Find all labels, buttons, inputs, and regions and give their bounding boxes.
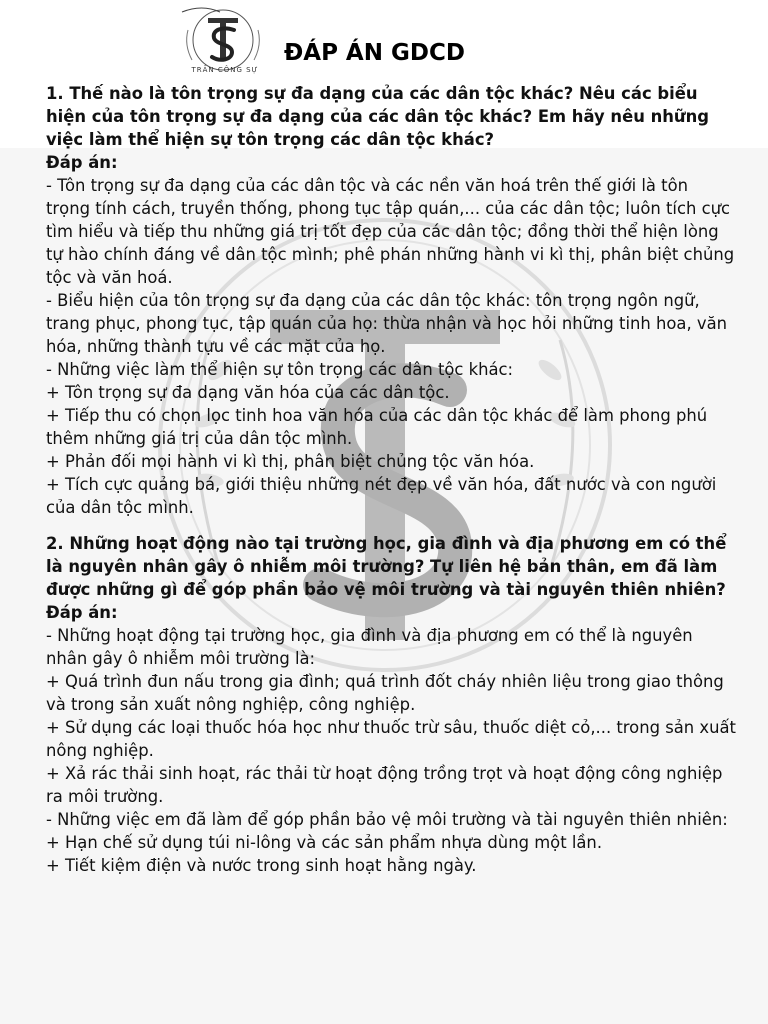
answer-1-line: + Phản đối mọi hành vi kì thị, phân biệt chủng tộc văn hóa. bbox=[46, 452, 535, 471]
answer-1-line: + Tiếp thu có chọn lọc tinh hoa văn hóa của các dân tộc khác để làm phong phú thêm những giá trị của dân tộc mình. bbox=[46, 406, 708, 448]
answer-2-line: + Sử dụng các loại thuốc hóa học như thuốc trừ sâu, thuốc diệt cỏ,... trong sản xuất nông nghiệp. bbox=[46, 718, 736, 760]
question-section-2 bbox=[46, 532, 736, 877]
answer-label-2: Đáp án: bbox=[46, 603, 118, 622]
answer-2-line: - Những việc em đã làm để góp phần bảo vệ môi trường và tài nguyên thiên nhiên: bbox=[46, 810, 728, 829]
answer-1-line: - Những việc làm thể hiện sự tôn trọng các dân tộc khác: bbox=[46, 360, 514, 379]
answer-label-1: Đáp án: bbox=[46, 153, 118, 172]
answer-2-line: - Những hoạt động tại trường học, gia đình và địa phương em có thể là nguyên nhân gây ô nhiễm môi trường là: bbox=[46, 626, 693, 668]
answer-2-line: + Quá trình đun nấu trong gia đình; quá trình đốt cháy nhiên liệu trong giao thông và trong sản xuất nông nghiệp, công nghiệp. bbox=[46, 672, 724, 714]
question-section-1 bbox=[46, 82, 736, 519]
answer-1-line: - Tôn trọng sự đa dạng của các dân tộc và các nền văn hoá trên thế giới là tôn trọng tính cách, truyền thống, phong tục tập quán,... của các dân tộc; luôn tích cực tìm hiểu và tiếp thu những giá trị tốt đẹp của các dân tộc; đồng thời thể hiện lòng tự hào chính đáng về dân tộc mình; phê phán những hành vi kì thị, phân biệt chủng tộc và văn hoá. bbox=[46, 176, 735, 287]
document-title: ĐÁP ÁN GDCD bbox=[284, 40, 465, 66]
answer-2-line: + Hạn chế sử dụng túi ni-lông và các sản phẩm nhựa dùng một lần. bbox=[46, 833, 603, 852]
answer-1-line: + Tôn trọng sự đa dạng văn hóa của các dân tộc. bbox=[46, 383, 450, 402]
answer-2-line: + Tiết kiệm điện và nước trong sinh hoạt hằng ngày. bbox=[46, 856, 477, 875]
question-1: 1. Thế nào là tôn trọng sự đa dạng của các dân tộc khác? Nêu các biểu hiện của tôn trọng sự đa dạng của các dân tộc khác? Em hãy nêu những việc làm thể hiện sự tôn trọng các dân tộc khác? bbox=[46, 84, 709, 149]
answer-1-line: - Biểu hiện của tôn trọng sự đa dạng của các dân tộc khác: tôn trọng ngôn ngữ, trang phục, phong tục, tập quán của họ: thừa nhận và học hỏi những tinh hoa, văn hóa, những thành tựu về các mặt của họ. bbox=[46, 291, 728, 356]
answer-1-line: + Tích cực quảng bá, giới thiệu những nét đẹp về văn hóa, đất nước và con người của dân tộc mình. bbox=[46, 475, 717, 517]
answer-2-line: + Xả rác thải sinh hoạt, rác thải từ hoạt động trồng trọt và hoạt động công nghiệp ra môi trường. bbox=[46, 764, 723, 806]
question-2: 2. Những hoạt động nào tại trường học, gia đình và địa phương em có thể là nguyên nhân gây ô nhiễm môi trường? Tự liên hệ bản thân, em đã làm được những gì để góp phần bảo vệ môi trường và tài nguyên thiên nhiên? bbox=[46, 534, 727, 599]
logo-emblem bbox=[162, 0, 284, 90]
logo-caption: TRẦN CÔNG SỰ bbox=[191, 66, 259, 74]
document-body bbox=[46, 82, 736, 877]
